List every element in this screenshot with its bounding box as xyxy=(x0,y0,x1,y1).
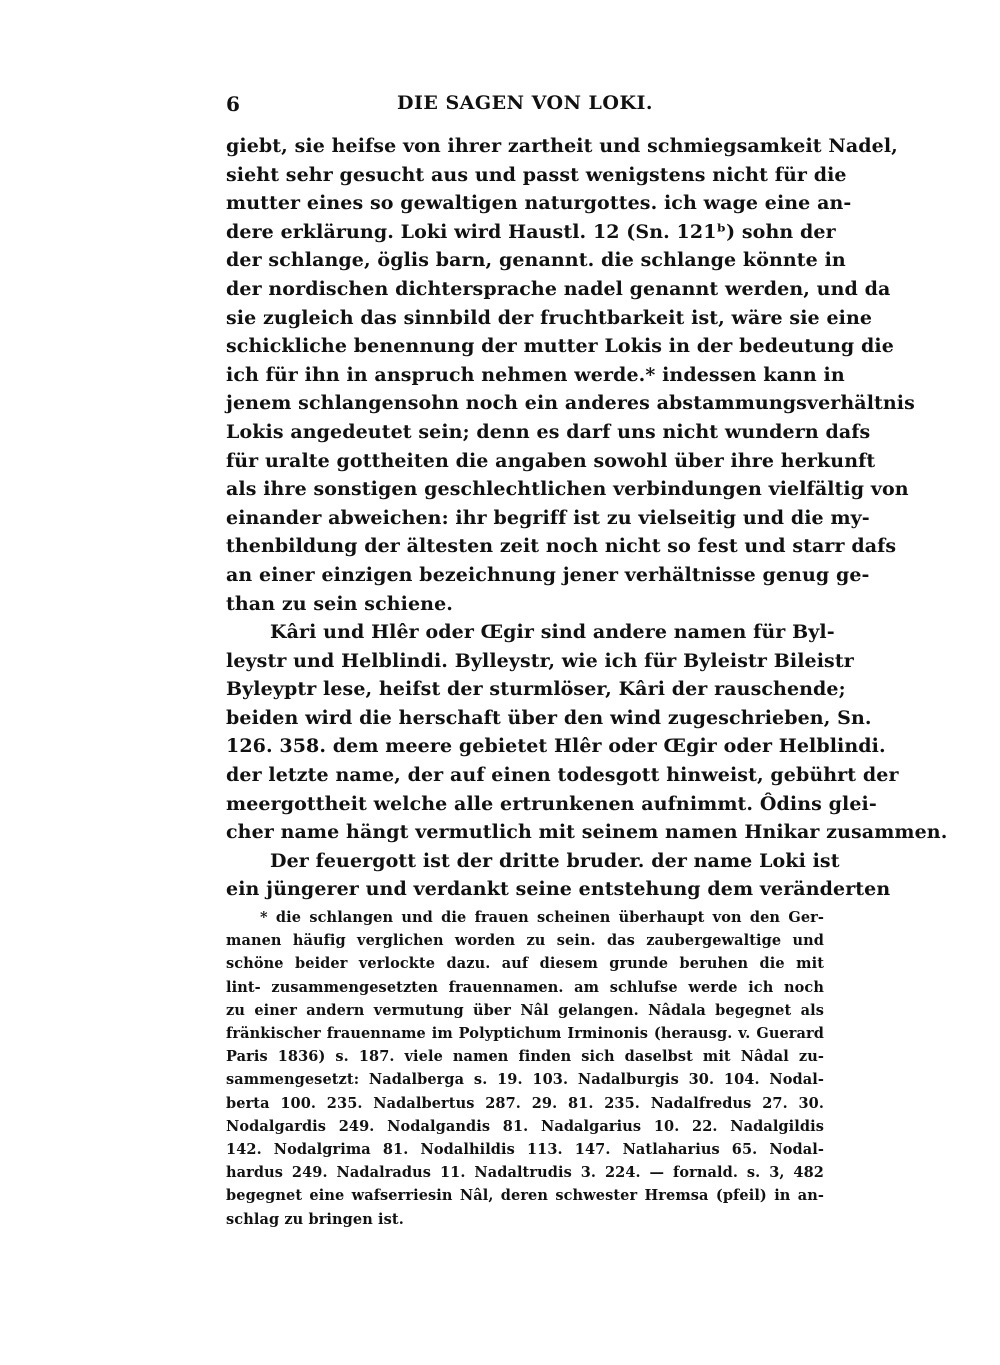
footnote-line: schlag zu bringen ist. xyxy=(226,1210,404,1228)
text-line: ich für ihn in anspruch nehmen werde.* indessen kann in xyxy=(226,363,845,386)
text-line: der nordischen dichtersprache nadel genannt werden, und da xyxy=(226,277,891,300)
text-line: mutter eines so gewaltigen naturgottes. ich wage eine an- xyxy=(226,192,852,215)
footnote-line: Nodalgardis 249. Nodalgandis 81. Nadalgarius 10. 22. Nadalgildis xyxy=(226,1117,824,1135)
running-title: DIE SAGEN VON LOKI. xyxy=(397,92,653,114)
text-line: ein jüngerer und verdankt seine entstehung dem veränderten xyxy=(226,878,891,901)
footnote-line: lint- zusammengesetzten frauennamen. am schlufse werde ich noch xyxy=(226,978,824,996)
text-line: schickliche benennung der mutter Lokis in der bedeutung die xyxy=(226,335,894,358)
text-line: Kâri und Hlêr oder Œgir sind andere namen für Byl- xyxy=(270,621,835,644)
main-text xyxy=(226,132,948,904)
text-line: der schlange, öglis barn, genannt. die schlange könnte in xyxy=(226,249,846,272)
footnote-line: Paris 1836) s. 187. viele namen finden sich daselbst mit Nâdal zu- xyxy=(226,1048,824,1066)
footnote-line: schöne beider verlockte dazu. auf diesem grunde beruhen die mit xyxy=(226,955,824,973)
text-line: leystr und Helblindi. Bylleystr, wie ich für Byleistr Bileistr xyxy=(226,649,854,672)
text-line: sieht sehr gesucht aus und passt wenigstens nicht für die xyxy=(226,163,847,186)
text-line: der letzte name, der auf einen todesgott hinweist, gebührt der xyxy=(226,764,899,787)
footnote-line: fränkischer frauenname im Polyptichum Irminonis (herausg. v. Guerard xyxy=(226,1025,824,1043)
text-line: thenbildung der ältesten zeit noch nicht so fest und starr dafs xyxy=(226,535,897,558)
footnote-line: * die schlangen und die frauen scheinen überhaupt von den Ger- xyxy=(260,909,824,926)
text-line: beiden wird die herschaft über den wind zugeschrieben, Sn. xyxy=(226,706,872,729)
page-number: 6 xyxy=(226,92,240,116)
footnote-line: 142. Nodalgrima 81. Nodalhildis 113. 147. Natlaharius 65. Nodal- xyxy=(226,1141,824,1159)
text-line: einander abweichen: ihr begriff ist zu vielseitig und die my- xyxy=(226,506,870,529)
text-line: giebt, sie heifse von ihrer zartheit und schmiegsamkeit Nadel, xyxy=(226,135,898,157)
text-line: than zu sein schiene. xyxy=(226,592,453,615)
text-line: 126. 358. dem meere gebietet Hlêr oder Œgir oder Helblindi. xyxy=(226,735,886,758)
text-line: für uralte gottheiten die angaben sowohl über ihre herkunft xyxy=(226,449,876,472)
text-line: als ihre sonstigen geschlechtlichen verbindungen vielfältig von xyxy=(226,478,909,501)
footnote xyxy=(226,906,824,1231)
footnote-line: sammengesetzt: Nadalberga s. 19. 103. Nadalburgis 30. 104. Nodal- xyxy=(226,1071,824,1089)
text-line: cher name hängt vermutlich mit seinem namen Hnikar zusammen. xyxy=(226,821,948,844)
text-line: sie zugleich das sinnbild der fruchtbarkeit ist, wäre sie eine xyxy=(226,306,873,329)
text-line: Lokis angedeutet sein; denn es darf uns nicht wundern dafs xyxy=(226,420,871,443)
text-line: meergottheit welche alle ertrunkenen aufnimmt. Ôdins glei- xyxy=(226,792,877,815)
footnote-line: berta 100. 235. Nadalbertus 287. 29. 81. 235. Nadalfredus 27. 30. xyxy=(226,1094,824,1112)
footnote-line: begegnet eine wafserriesin Nâl, deren schwester Hremsa (pfeil) in an- xyxy=(226,1187,824,1205)
footnote-line: zu einer andern vermutung über Nâl gelangen. Nâdala begegnet als xyxy=(226,1001,824,1019)
footnote-line: manen häufig verglichen worden zu sein. das zaubergewaltige und xyxy=(226,932,824,950)
text-line: jenem schlangensohn noch ein anderes abstammungsverhältnis xyxy=(226,392,915,415)
footnote-line: hardus 249. Nadalradus 11. Nadaltrudis 3. 224. — fornald. s. 3, 482 xyxy=(226,1164,824,1182)
text-line: dere erklärung. Loki wird Haustl. 12 (Sn. 121ᵇ) sohn der xyxy=(226,220,836,243)
text-line: an einer einzigen bezeichnung jener verhältnisse genug ge- xyxy=(226,563,870,586)
text-line: Der feuergott ist der dritte bruder. der name Loki ist xyxy=(270,849,840,872)
text-line: Byleyptr lese, heifst der sturmlöser, Kâri der rauschende; xyxy=(226,678,846,701)
page-header xyxy=(226,92,824,122)
